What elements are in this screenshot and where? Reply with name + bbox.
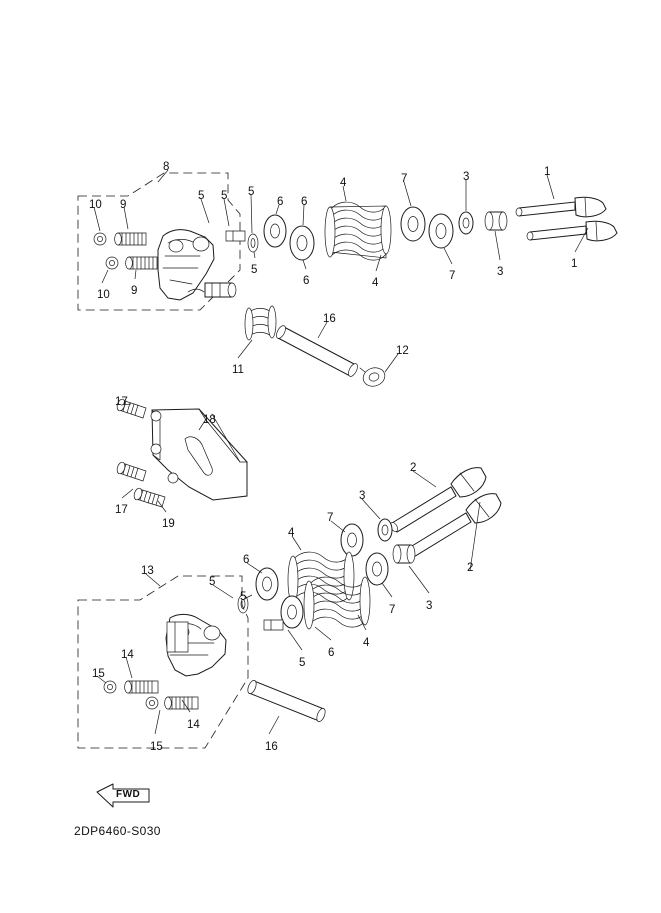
callout-number: 3 xyxy=(463,171,470,183)
rocker-shaft-middle-group xyxy=(245,306,387,389)
callout-number: 1 xyxy=(544,166,551,178)
callout-number: 3 xyxy=(359,490,366,502)
callout-number: 5 xyxy=(248,186,255,198)
rocker-arm-lower xyxy=(166,614,226,676)
callout-number: 15 xyxy=(150,741,163,753)
callout-number: 6 xyxy=(277,196,284,208)
valve-lower-1 xyxy=(389,468,486,533)
shaft-16-upper xyxy=(275,324,360,378)
rocker-shaft-upper xyxy=(205,283,236,297)
adjuster-hardware-upper xyxy=(94,233,157,269)
callout-number: 6 xyxy=(303,275,310,287)
bracket-assembly xyxy=(116,398,247,507)
callout-number: 9 xyxy=(120,199,127,211)
callout-number: 4 xyxy=(372,277,379,289)
valve-upper-2 xyxy=(527,221,617,241)
callout-number: 15 xyxy=(92,668,105,680)
callout-number: 2 xyxy=(467,562,474,574)
callout-number: 8 xyxy=(163,161,170,173)
callout-number: 10 xyxy=(89,199,102,211)
upper-valve-train xyxy=(264,197,617,260)
callout-number: 13 xyxy=(141,565,154,577)
shaft-16-lower xyxy=(246,679,327,723)
fwd-label: FWD xyxy=(116,789,141,800)
callout-number: 16 xyxy=(265,741,278,753)
spring-11 xyxy=(245,306,276,340)
callout-number: 5 xyxy=(198,190,205,202)
callout-number: 17 xyxy=(115,504,128,516)
callout-number: 6 xyxy=(243,554,250,566)
callout-number: 11 xyxy=(232,364,244,376)
valve-spring-upper xyxy=(325,202,391,260)
part-code-label: 2DP6460-S030 xyxy=(74,824,161,838)
callout-number: 6 xyxy=(328,647,335,659)
callout-number: 14 xyxy=(187,719,200,731)
callout-number: 18 xyxy=(203,414,216,426)
bolt-17-bottom xyxy=(116,461,146,481)
callout-number: 10 xyxy=(97,289,110,301)
callout-number: 7 xyxy=(327,512,334,524)
callout-number: 3 xyxy=(497,266,504,278)
callout-number: 7 xyxy=(389,604,396,616)
clip-12 xyxy=(360,365,387,389)
adjuster-hardware-lower xyxy=(104,681,198,709)
callout-number: 5 xyxy=(251,264,258,276)
callout-number: 5 xyxy=(240,591,247,603)
valve-upper-1 xyxy=(516,197,606,217)
callout-number: 7 xyxy=(401,173,408,185)
callout-number: 19 xyxy=(162,518,175,530)
callout-number: 16 xyxy=(323,313,336,325)
callout-number: 9 xyxy=(131,285,138,297)
callout-number: 5 xyxy=(221,190,228,202)
callout-number: 5 xyxy=(209,576,216,588)
callout-number: 5 xyxy=(299,657,306,669)
callout-number: 4 xyxy=(288,527,295,539)
callout-number: 17 xyxy=(115,396,128,408)
callout-number: 2 xyxy=(410,462,417,474)
lower-valve-train xyxy=(238,468,501,630)
valve-lower-2 xyxy=(404,494,501,559)
callout-number: 6 xyxy=(301,196,308,208)
callout-number: 1 xyxy=(571,258,578,270)
callout-number: 4 xyxy=(340,177,347,189)
valve-cotters-upper xyxy=(226,231,258,252)
callout-number: 4 xyxy=(363,637,370,649)
callout-number: 3 xyxy=(426,600,433,612)
callout-number: 14 xyxy=(121,649,134,661)
callout-number: 7 xyxy=(449,270,456,282)
callout-number: 12 xyxy=(396,345,409,357)
valve-spring-lower-a xyxy=(288,552,354,604)
